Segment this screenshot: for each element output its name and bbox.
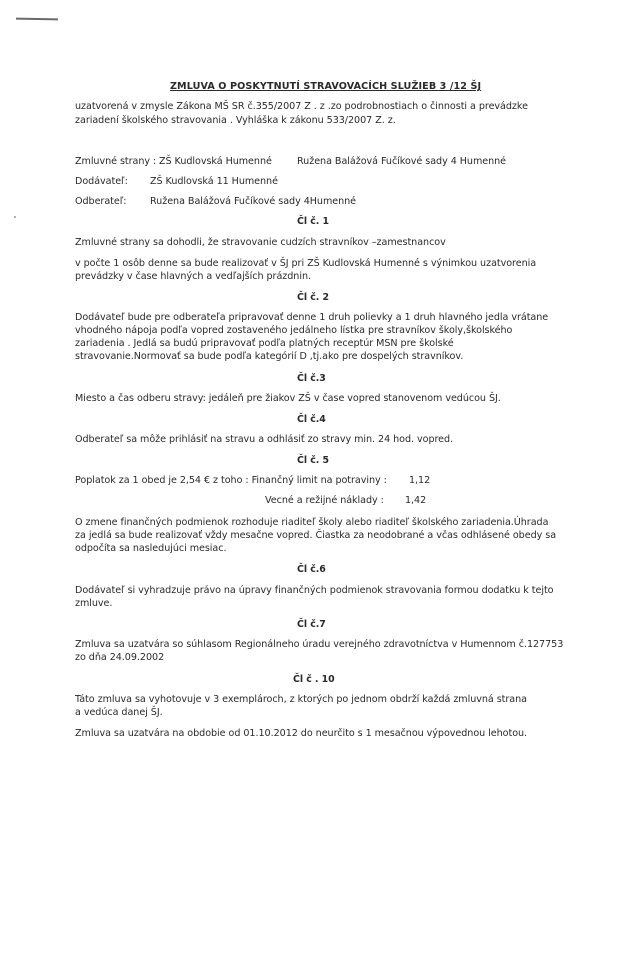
article-1-text: Zmluvné strany sa dohodli, že stravovanie cudzích stravníkov –zamestnancov <box>75 237 446 248</box>
party-person: Ružena Balážová Fučíkové sady 4 Humenné <box>297 156 507 167</box>
article-2-heading: Čl č. 2 <box>297 292 329 303</box>
article-1-heading: Čl č. 1 <box>297 216 329 227</box>
article-1-text: prevádzky v čase hlavných a vedľajších prázdnin. <box>75 271 311 282</box>
article-2-text: zariadenia . Jedlá sa budú pripravovať podľa platných receptúr MSN pre školské <box>75 338 454 349</box>
supplier-label: Dodávateľ: <box>75 176 128 187</box>
food-limit-value: 1,12 <box>409 475 431 486</box>
article-6-text: zmluve. <box>75 598 113 609</box>
intro-line: uzatvorená v zmysle Zákona MŠ SR č.355/2007 Z . z .zo podrobnostiach o činnosti a prevádzke <box>75 101 528 112</box>
article-5-heading: Čl č. 5 <box>297 455 329 466</box>
scan-speck <box>14 216 16 218</box>
supplier-value: ZŠ Kudlovská 11 Humenné <box>150 176 278 187</box>
article-10-text: Zmluva sa uzatvára na obdobie od 01.10.2012 do neurčito s 1 mesačnou výpovednou lehotou. <box>75 728 528 739</box>
article-10-text: a vedúca danej ŠJ. <box>75 707 163 718</box>
scan-pen-mark <box>16 18 58 21</box>
overhead-text: Vecné a režijné náklady : <box>265 495 384 506</box>
customer-value: Ružena Balážová Fučíkové sady 4Humenné <box>150 196 357 207</box>
article-10-text: Táto zmluva sa vyhotovuje v 3 exemplároch, z ktorých po jednom obdrží každá zmluvná strana <box>75 694 527 705</box>
intro-line: zariadení školského stravovania . Vyhláška k zákonu 533/2007 Z. z. <box>75 115 396 126</box>
fee-text: Poplatok za 1 obed je 2,54 € z toho : Finančný limit na potraviny : <box>75 475 387 486</box>
article-7-heading: Čl č.7 <box>297 619 326 630</box>
customer-label: Odberateľ: <box>75 196 127 207</box>
article-2-text: vhodného nápoja podľa vopred zostaveného jedálneho lístka pre stravníkov školy,školského <box>75 325 513 336</box>
article-1-text: v počte 1 osôb denne sa bude realizovať v ŠJ pri ZŠ Kudlovská Humenné s výnimkou uzatvorenia <box>75 258 537 269</box>
article-6-text: Dodávateľ si vyhradzuje právo na úpravy finančných podmienok stravovania formou dodatku k tejto <box>75 585 554 596</box>
party-school: ZŠ Kudlovská Humenné <box>159 156 272 167</box>
article-3-text: Miesto a čas odberu stravy: jedáleň pre žiakov ZŠ v čase vopred stanovenom vedúcou ŠJ. <box>75 393 501 404</box>
article-6-heading: Čl č.6 <box>297 564 326 575</box>
document-title: ZMLUVA O POSKYTNUTÍ STRAVOVACÍCH SLUŽIEB 3 /12 ŠJ <box>170 81 482 92</box>
article-2-text: Dodávateľ bude pre odberateľa pripravovať denne 1 druh polievky a 1 druh hlavného jedla vrátane <box>75 312 549 323</box>
article-10-heading: Čl č . 10 <box>293 674 335 685</box>
article-5-text: odpočíta sa nasledujúci mesiac. <box>75 543 227 554</box>
article-4-heading: Čl č.4 <box>297 414 326 425</box>
article-4-text: Odberateľ sa môže prihlásiť na stravu a odhlásiť zo stravy min. 24 hod. vopred. <box>75 434 454 445</box>
article-5-text: za jedlá sa bude realizovať vždy mesačne vopred. Čiastka za neodobrané a včas odhlásené obedy sa <box>75 530 557 541</box>
article-5-text: O zmene finančných podmienok rozhoduje riaditeľ školy alebo riaditeľ školského zariadenia.Úhrada <box>75 517 549 528</box>
article-7-text: zo dňa 24.09.2002 <box>75 652 165 663</box>
overhead-value: 1,42 <box>405 495 427 506</box>
parties-label: Zmluvné strany : <box>75 156 157 167</box>
article-7-text: Zmluva sa uzatvára so súhlasom Regionálneho úradu verejného zdravotníctva v Humennom č.127753 <box>75 639 564 650</box>
article-3-heading: Čl č.3 <box>297 373 326 384</box>
article-2-text: stravovanie.Normovať sa bude podľa kategórií D ,tj.ako pre dospelých stravníkov. <box>75 351 464 362</box>
